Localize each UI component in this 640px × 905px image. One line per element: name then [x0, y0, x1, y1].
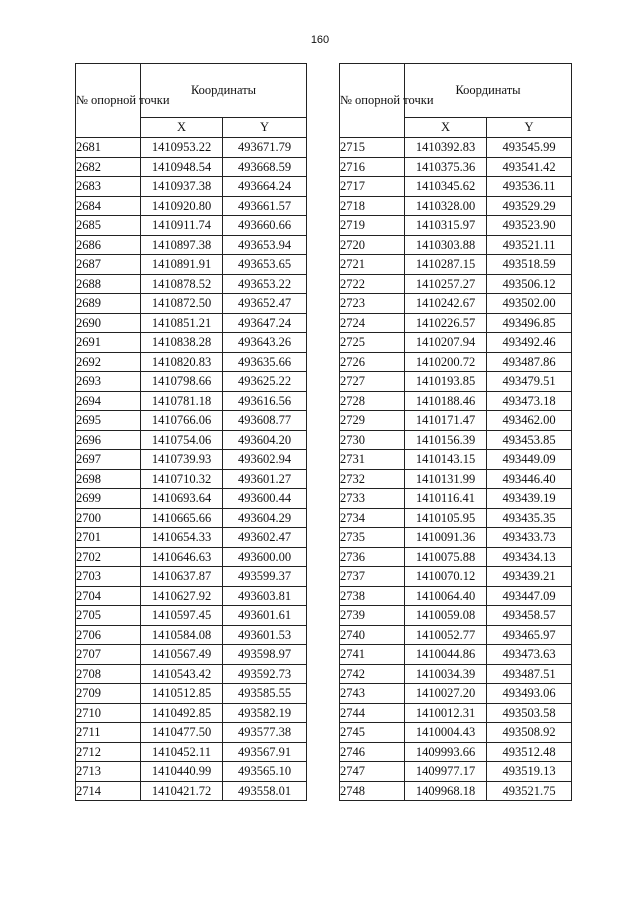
- point-number-cell: 2686: [76, 235, 141, 255]
- table-row: [76, 606, 307, 626]
- x-coordinate-cell: 1410188.46: [405, 391, 487, 411]
- x-coordinate-cell: 1410710.32: [141, 469, 223, 489]
- point-number-cell: 2717: [340, 177, 405, 197]
- point-number-cell: 2690: [76, 313, 141, 333]
- point-number-cell: 2710: [76, 703, 141, 723]
- table-row: [76, 762, 307, 782]
- x-coordinate-cell: 1410392.83: [405, 138, 487, 158]
- table-row: [340, 528, 572, 548]
- x-coordinate-cell: 1410911.74: [141, 216, 223, 236]
- x-coordinate-cell: 1410693.64: [141, 489, 223, 509]
- x-coordinate-cell: 1410897.38: [141, 235, 223, 255]
- y-coordinate-cell: 493660.66: [223, 216, 307, 236]
- y-coordinate-cell: 493446.40: [487, 469, 572, 489]
- x-coordinate-cell: 1410627.92: [141, 586, 223, 606]
- point-number-cell: 2729: [340, 411, 405, 431]
- x-coordinate-cell: 1410798.66: [141, 372, 223, 392]
- point-number-cell: 2704: [76, 586, 141, 606]
- x-coordinate-cell: 1410345.62: [405, 177, 487, 197]
- point-number-cell: 2697: [76, 450, 141, 470]
- table-row: [340, 723, 572, 743]
- point-number-cell: 2713: [76, 762, 141, 782]
- point-number-cell: 2745: [340, 723, 405, 743]
- table-row: [76, 138, 307, 158]
- table-row: [340, 489, 572, 509]
- x-coordinate-cell: 1410739.93: [141, 450, 223, 470]
- x-coordinate-cell: 1410242.67: [405, 294, 487, 314]
- point-number-cell: 2716: [340, 157, 405, 177]
- table-row: [340, 645, 572, 665]
- point-number-cell: 2707: [76, 645, 141, 665]
- x-coordinate-cell: 1410637.87: [141, 567, 223, 587]
- y-coordinate-cell: 493433.73: [487, 528, 572, 548]
- table-row: [340, 411, 572, 431]
- table-row: [76, 333, 307, 353]
- y-coordinate-cell: 493521.11: [487, 235, 572, 255]
- y-coordinate-cell: 493652.47: [223, 294, 307, 314]
- y-coordinate-cell: 493503.58: [487, 703, 572, 723]
- x-coordinate-cell: 1410059.08: [405, 606, 487, 626]
- y-coordinate-cell: 493479.51: [487, 372, 572, 392]
- x-coordinate-cell: 1410512.85: [141, 684, 223, 704]
- table-row: [76, 294, 307, 314]
- point-number-cell: 2706: [76, 625, 141, 645]
- y-coordinate-cell: 493447.09: [487, 586, 572, 606]
- x-coordinate-cell: 1410027.20: [405, 684, 487, 704]
- x-coordinate-cell: 1410070.12: [405, 567, 487, 587]
- x-column-header: X: [405, 118, 487, 138]
- point-number-header: № опорной точки: [76, 64, 141, 138]
- table-row: [76, 469, 307, 489]
- y-coordinate-cell: 493643.26: [223, 333, 307, 353]
- y-coordinate-cell: 493598.97: [223, 645, 307, 665]
- x-coordinate-cell: 1410584.08: [141, 625, 223, 645]
- table-row: [76, 255, 307, 275]
- y-coordinate-cell: 493671.79: [223, 138, 307, 158]
- y-coordinate-cell: 493545.99: [487, 138, 572, 158]
- table-row: [76, 625, 307, 645]
- coordinates-table-right: [339, 63, 572, 801]
- y-coordinate-cell: 493653.22: [223, 274, 307, 294]
- table-row: [76, 547, 307, 567]
- point-number-cell: 2684: [76, 196, 141, 216]
- y-coordinate-cell: 493493.06: [487, 684, 572, 704]
- y-coordinate-cell: 493635.66: [223, 352, 307, 372]
- point-number-cell: 2744: [340, 703, 405, 723]
- page-number: 160: [310, 34, 330, 46]
- coordinates-header: Координаты: [405, 64, 572, 118]
- point-number-cell: 2700: [76, 508, 141, 528]
- x-coordinate-cell: 1410200.72: [405, 352, 487, 372]
- point-number-cell: 2747: [340, 762, 405, 782]
- point-number-cell: 2742: [340, 664, 405, 684]
- point-number-cell: 2721: [340, 255, 405, 275]
- point-number-cell: 2727: [340, 372, 405, 392]
- point-number-cell: 2692: [76, 352, 141, 372]
- y-coordinate-cell: 493439.19: [487, 489, 572, 509]
- y-coordinate-cell: 493453.85: [487, 430, 572, 450]
- y-coordinate-cell: 493519.13: [487, 762, 572, 782]
- y-coordinate-cell: 493600.44: [223, 489, 307, 509]
- table-row: [76, 528, 307, 548]
- x-column-header: X: [141, 118, 223, 138]
- x-coordinate-cell: 1410207.94: [405, 333, 487, 353]
- x-coordinate-cell: 1410597.45: [141, 606, 223, 626]
- y-coordinate-cell: 493434.13: [487, 547, 572, 567]
- table-row: [340, 625, 572, 645]
- table-row: [340, 606, 572, 626]
- point-number-cell: 2718: [340, 196, 405, 216]
- table-row: [340, 567, 572, 587]
- point-number-cell: 2711: [76, 723, 141, 743]
- y-coordinate-cell: 493604.29: [223, 508, 307, 528]
- y-coordinate-cell: 493616.56: [223, 391, 307, 411]
- y-coordinate-cell: 493473.18: [487, 391, 572, 411]
- table-row: [76, 723, 307, 743]
- x-coordinate-cell: 1410646.63: [141, 547, 223, 567]
- x-coordinate-cell: 1410948.54: [141, 157, 223, 177]
- table-row: [76, 196, 307, 216]
- point-number-cell: 2736: [340, 547, 405, 567]
- table-row: [340, 742, 572, 762]
- x-coordinate-cell: 1410375.36: [405, 157, 487, 177]
- point-number-cell: 2725: [340, 333, 405, 353]
- table-body: [340, 138, 572, 801]
- y-coordinate-cell: 493523.90: [487, 216, 572, 236]
- table-row: [76, 352, 307, 372]
- point-number-cell: 2737: [340, 567, 405, 587]
- y-coordinate-cell: 493585.55: [223, 684, 307, 704]
- y-coordinate-cell: 493521.75: [487, 781, 572, 801]
- y-coordinate-cell: 493565.10: [223, 762, 307, 782]
- table-row: [76, 411, 307, 431]
- y-coordinate-cell: 493506.12: [487, 274, 572, 294]
- y-coordinate-cell: 493602.94: [223, 450, 307, 470]
- table-row: [76, 274, 307, 294]
- x-coordinate-cell: 1410287.15: [405, 255, 487, 275]
- table-row: [76, 645, 307, 665]
- point-number-cell: 2705: [76, 606, 141, 626]
- y-coordinate-cell: 493592.73: [223, 664, 307, 684]
- table-row: [340, 430, 572, 450]
- y-coordinate-cell: 493582.19: [223, 703, 307, 723]
- y-coordinate-cell: 493608.77: [223, 411, 307, 431]
- point-number-cell: 2703: [76, 567, 141, 587]
- x-coordinate-cell: 1410492.85: [141, 703, 223, 723]
- point-number-cell: 2739: [340, 606, 405, 626]
- y-coordinate-cell: 493487.86: [487, 352, 572, 372]
- x-coordinate-cell: 1410477.50: [141, 723, 223, 743]
- y-coordinate-cell: 493602.47: [223, 528, 307, 548]
- y-coordinate-cell: 493508.92: [487, 723, 572, 743]
- point-number-header: № опорной точки: [340, 64, 405, 138]
- y-column-header: Y: [487, 118, 572, 138]
- table-row: [340, 781, 572, 801]
- point-number-cell: 2719: [340, 216, 405, 236]
- x-coordinate-cell: 1410766.06: [141, 411, 223, 431]
- y-coordinate-cell: 493604.20: [223, 430, 307, 450]
- table-row: [76, 742, 307, 762]
- table-row: [76, 586, 307, 606]
- point-number-cell: 2738: [340, 586, 405, 606]
- table-row: [340, 352, 572, 372]
- table-row: [340, 547, 572, 567]
- point-number-cell: 2681: [76, 138, 141, 158]
- x-coordinate-cell: 1410838.28: [141, 333, 223, 353]
- y-coordinate-cell: 493601.27: [223, 469, 307, 489]
- y-coordinate-cell: 493487.51: [487, 664, 572, 684]
- x-coordinate-cell: 1410328.00: [405, 196, 487, 216]
- x-coordinate-cell: 1410044.86: [405, 645, 487, 665]
- point-number-cell: 2748: [340, 781, 405, 801]
- point-number-cell: 2701: [76, 528, 141, 548]
- y-coordinate-cell: 493496.85: [487, 313, 572, 333]
- table-row: [76, 489, 307, 509]
- table-row: [340, 664, 572, 684]
- point-number-cell: 2726: [340, 352, 405, 372]
- table-body: [76, 138, 307, 801]
- point-number-cell: 2720: [340, 235, 405, 255]
- point-number-cell: 2735: [340, 528, 405, 548]
- y-coordinate-cell: 493529.29: [487, 196, 572, 216]
- y-coordinate-cell: 493653.65: [223, 255, 307, 275]
- point-number-cell: 2728: [340, 391, 405, 411]
- table-row: [76, 391, 307, 411]
- x-coordinate-cell: 1410131.99: [405, 469, 487, 489]
- point-number-cell: 2724: [340, 313, 405, 333]
- point-number-cell: 2715: [340, 138, 405, 158]
- y-coordinate-cell: 493435.35: [487, 508, 572, 528]
- table-row: [76, 450, 307, 470]
- y-coordinate-cell: 493462.00: [487, 411, 572, 431]
- table-row: [340, 450, 572, 470]
- point-number-cell: 2699: [76, 489, 141, 509]
- point-number-cell: 2689: [76, 294, 141, 314]
- y-coordinate-cell: 493601.61: [223, 606, 307, 626]
- table-row: [76, 703, 307, 723]
- x-coordinate-cell: 1410851.21: [141, 313, 223, 333]
- table-row: [340, 157, 572, 177]
- x-coordinate-cell: 1410421.72: [141, 781, 223, 801]
- y-coordinate-cell: 493512.48: [487, 742, 572, 762]
- x-coordinate-cell: 1410034.39: [405, 664, 487, 684]
- table-row: [76, 684, 307, 704]
- table-row: [76, 157, 307, 177]
- x-coordinate-cell: 1410156.39: [405, 430, 487, 450]
- point-number-cell: 2685: [76, 216, 141, 236]
- point-number-cell: 2734: [340, 508, 405, 528]
- table-row: [76, 664, 307, 684]
- table-row: [76, 372, 307, 392]
- x-coordinate-cell: 1410257.27: [405, 274, 487, 294]
- y-coordinate-cell: 493567.91: [223, 742, 307, 762]
- point-number-cell: 2698: [76, 469, 141, 489]
- x-coordinate-cell: 1410452.11: [141, 742, 223, 762]
- y-coordinate-cell: 493601.53: [223, 625, 307, 645]
- point-number-cell: 2740: [340, 625, 405, 645]
- table-row: [340, 508, 572, 528]
- table-row: [340, 762, 572, 782]
- x-coordinate-cell: 1410820.83: [141, 352, 223, 372]
- x-coordinate-cell: 1410143.15: [405, 450, 487, 470]
- table-row: [340, 235, 572, 255]
- x-coordinate-cell: 1410052.77: [405, 625, 487, 645]
- x-coordinate-cell: 1410891.91: [141, 255, 223, 275]
- y-coordinate-cell: 493558.01: [223, 781, 307, 801]
- y-coordinate-cell: 493492.46: [487, 333, 572, 353]
- point-number-cell: 2688: [76, 274, 141, 294]
- y-coordinate-cell: 493536.11: [487, 177, 572, 197]
- x-coordinate-cell: 1410543.42: [141, 664, 223, 684]
- point-number-cell: 2712: [76, 742, 141, 762]
- y-coordinate-cell: 493653.94: [223, 235, 307, 255]
- table-row: [340, 469, 572, 489]
- y-coordinate-cell: 493577.38: [223, 723, 307, 743]
- x-coordinate-cell: 1409993.66: [405, 742, 487, 762]
- table-row: [340, 216, 572, 236]
- x-coordinate-cell: 1409977.17: [405, 762, 487, 782]
- point-number-cell: 2714: [76, 781, 141, 801]
- x-coordinate-cell: 1410754.06: [141, 430, 223, 450]
- y-column-header: Y: [223, 118, 307, 138]
- y-coordinate-cell: 493541.42: [487, 157, 572, 177]
- y-coordinate-cell: 493668.59: [223, 157, 307, 177]
- x-coordinate-cell: 1410872.50: [141, 294, 223, 314]
- x-coordinate-cell: 1410004.43: [405, 723, 487, 743]
- table-row: [340, 196, 572, 216]
- point-number-cell: 2709: [76, 684, 141, 704]
- x-coordinate-cell: 1410105.95: [405, 508, 487, 528]
- y-coordinate-cell: 493458.57: [487, 606, 572, 626]
- point-number-cell: 2694: [76, 391, 141, 411]
- table-row: [76, 430, 307, 450]
- table-row: [76, 781, 307, 801]
- coordinates-table-left: [75, 63, 307, 801]
- point-number-cell: 2743: [340, 684, 405, 704]
- x-coordinate-cell: 1409968.18: [405, 781, 487, 801]
- point-number-cell: 2687: [76, 255, 141, 275]
- point-number-cell: 2702: [76, 547, 141, 567]
- point-number-cell: 2746: [340, 742, 405, 762]
- point-number-cell: 2732: [340, 469, 405, 489]
- point-number-cell: 2683: [76, 177, 141, 197]
- y-coordinate-cell: 493661.57: [223, 196, 307, 216]
- x-coordinate-cell: 1410665.66: [141, 508, 223, 528]
- x-coordinate-cell: 1410654.33: [141, 528, 223, 548]
- table-row: [76, 313, 307, 333]
- point-number-cell: 2696: [76, 430, 141, 450]
- x-coordinate-cell: 1410064.40: [405, 586, 487, 606]
- table-row: [340, 177, 572, 197]
- table-row: [340, 274, 572, 294]
- point-number-cell: 2722: [340, 274, 405, 294]
- table-row: [340, 333, 572, 353]
- coordinates-header: Координаты: [141, 64, 307, 118]
- x-coordinate-cell: 1410091.36: [405, 528, 487, 548]
- y-coordinate-cell: 493439.21: [487, 567, 572, 587]
- x-coordinate-cell: 1410937.38: [141, 177, 223, 197]
- point-number-cell: 2708: [76, 664, 141, 684]
- point-number-cell: 2691: [76, 333, 141, 353]
- y-coordinate-cell: 493600.00: [223, 547, 307, 567]
- point-number-cell: 2695: [76, 411, 141, 431]
- y-coordinate-cell: 493625.22: [223, 372, 307, 392]
- y-coordinate-cell: 493518.59: [487, 255, 572, 275]
- table-row: [76, 177, 307, 197]
- point-number-cell: 2731: [340, 450, 405, 470]
- y-coordinate-cell: 493664.24: [223, 177, 307, 197]
- x-coordinate-cell: 1410878.52: [141, 274, 223, 294]
- table-row: [76, 508, 307, 528]
- x-coordinate-cell: 1410193.85: [405, 372, 487, 392]
- table-row: [340, 138, 572, 158]
- x-coordinate-cell: 1410567.49: [141, 645, 223, 665]
- x-coordinate-cell: 1410075.88: [405, 547, 487, 567]
- y-coordinate-cell: 493603.81: [223, 586, 307, 606]
- table-row: [340, 586, 572, 606]
- x-coordinate-cell: 1410171.47: [405, 411, 487, 431]
- y-coordinate-cell: 493449.09: [487, 450, 572, 470]
- x-coordinate-cell: 1410781.18: [141, 391, 223, 411]
- y-coordinate-cell: 493647.24: [223, 313, 307, 333]
- x-coordinate-cell: 1410440.99: [141, 762, 223, 782]
- x-coordinate-cell: 1410920.80: [141, 196, 223, 216]
- y-coordinate-cell: 493473.63: [487, 645, 572, 665]
- table-row: [340, 372, 572, 392]
- table-row: [340, 255, 572, 275]
- table-row: [340, 391, 572, 411]
- table-row: [340, 313, 572, 333]
- point-number-cell: 2693: [76, 372, 141, 392]
- y-coordinate-cell: 493465.97: [487, 625, 572, 645]
- x-coordinate-cell: 1410116.41: [405, 489, 487, 509]
- x-coordinate-cell: 1410953.22: [141, 138, 223, 158]
- x-coordinate-cell: 1410303.88: [405, 235, 487, 255]
- table-row: [340, 703, 572, 723]
- y-coordinate-cell: 493599.37: [223, 567, 307, 587]
- table-row: [340, 294, 572, 314]
- table-row: [76, 567, 307, 587]
- point-number-cell: 2682: [76, 157, 141, 177]
- point-number-cell: 2730: [340, 430, 405, 450]
- x-coordinate-cell: 1410226.57: [405, 313, 487, 333]
- point-number-cell: 2741: [340, 645, 405, 665]
- table-row: [76, 216, 307, 236]
- table-row: [340, 684, 572, 704]
- point-number-cell: 2723: [340, 294, 405, 314]
- x-coordinate-cell: 1410012.31: [405, 703, 487, 723]
- y-coordinate-cell: 493502.00: [487, 294, 572, 314]
- x-coordinate-cell: 1410315.97: [405, 216, 487, 236]
- point-number-cell: 2733: [340, 489, 405, 509]
- table-row: [76, 235, 307, 255]
